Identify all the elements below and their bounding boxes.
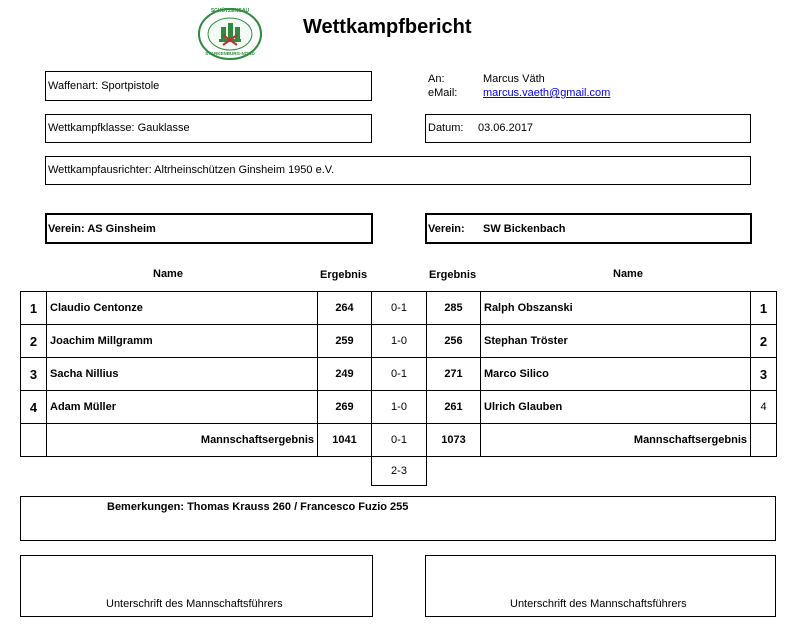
signature-right-label: Unterschrift des Mannschaftsführers bbox=[510, 598, 687, 610]
ausrichter-box bbox=[45, 156, 751, 185]
name-left-3: Sacha Nillius bbox=[46, 357, 318, 391]
name-left-2: Joachim Millgramm bbox=[46, 324, 318, 358]
ausrichter-label: Wettkampfausrichter: Altrheinschützen Ginsheim 1950 e.V. bbox=[48, 164, 335, 176]
name-right-4: Ulrich Glauben bbox=[480, 390, 751, 424]
name-left-1: Claudio Centonze bbox=[46, 291, 318, 325]
team-right-label: Verein: bbox=[428, 223, 465, 235]
rank-left-4: 4 bbox=[20, 390, 47, 424]
logo bbox=[197, 7, 263, 61]
wettkampfklasse-box bbox=[45, 114, 372, 143]
recipient-email-label: eMail: bbox=[428, 87, 458, 99]
rank-right-2: 2 bbox=[750, 324, 777, 358]
score-left-1: 264 bbox=[317, 291, 372, 325]
score-right-2: 256 bbox=[426, 324, 481, 358]
match-4: 1-0 bbox=[371, 390, 427, 424]
rank-right-3: 3 bbox=[750, 357, 777, 391]
team-left-box bbox=[45, 213, 373, 244]
waffenart-box bbox=[45, 71, 372, 101]
rank-left-1: 1 bbox=[20, 291, 47, 325]
remarks-box bbox=[20, 496, 776, 541]
score-right-1: 285 bbox=[426, 291, 481, 325]
recipient-an-label: An: bbox=[428, 73, 445, 85]
team-result-rank-right-empty bbox=[750, 423, 777, 457]
total-result: 2-3 bbox=[371, 456, 427, 486]
header-name-left: Name bbox=[153, 268, 183, 280]
wettkampfklasse-label: Wettkampfklasse: Gauklasse bbox=[48, 122, 190, 134]
team-result-label-left: Mannschaftsergebnis bbox=[46, 423, 318, 457]
header-name-right: Name bbox=[613, 268, 643, 280]
team-result-score-right: 1073 bbox=[426, 423, 481, 457]
score-left-2: 259 bbox=[317, 324, 372, 358]
rank-right-4: 4 bbox=[750, 390, 777, 424]
remarks-text: Bemerkungen: Thomas Krauss 260 / Francesco Fuzio 255 bbox=[107, 501, 409, 513]
team-result-score-left: 1041 bbox=[317, 423, 372, 457]
team-result-match: 0-1 bbox=[371, 423, 427, 457]
match-2: 1-0 bbox=[371, 324, 427, 358]
team-result-rank-left-empty bbox=[20, 423, 47, 457]
recipient-email-link[interactable]: marcus.vaeth@gmail.com bbox=[483, 87, 611, 99]
waffenart-label: Waffenart: Sportpistole bbox=[48, 80, 160, 92]
team-result-label-right: Mannschaftsergebnis bbox=[480, 423, 751, 457]
name-right-2: Stephan Tröster bbox=[480, 324, 751, 358]
page-title: Wettkampfbericht bbox=[303, 16, 472, 38]
team-right-name: SW Bickenbach bbox=[483, 223, 566, 235]
date-value: 03.06.2017 bbox=[478, 122, 534, 134]
date-label: Datum: bbox=[428, 122, 464, 134]
name-right-3: Marco Silico bbox=[480, 357, 751, 391]
score-right-3: 271 bbox=[426, 357, 481, 391]
signature-left-box bbox=[20, 555, 373, 617]
date-box bbox=[425, 114, 751, 143]
team-left-label: Verein: AS Ginsheim bbox=[48, 223, 156, 235]
name-left-4: Adam Müller bbox=[46, 390, 318, 424]
team-right-box bbox=[425, 213, 752, 244]
match-3: 0-1 bbox=[371, 357, 427, 391]
rank-left-3: 3 bbox=[20, 357, 47, 391]
rank-left-2: 2 bbox=[20, 324, 47, 358]
score-left-3: 249 bbox=[317, 357, 372, 391]
logo-text-bottom: STARKENBURG-NORD bbox=[205, 51, 255, 56]
header-ergebnis-left: Ergebnis bbox=[320, 269, 368, 281]
header-ergebnis-right: Ergebnis bbox=[429, 269, 477, 281]
score-right-4: 261 bbox=[426, 390, 481, 424]
signature-right-box bbox=[425, 555, 776, 617]
match-1: 0-1 bbox=[371, 291, 427, 325]
name-right-1: Ralph Obszanski bbox=[480, 291, 751, 325]
signature-left-label: Unterschrift des Mannschaftsführers bbox=[106, 598, 283, 610]
score-left-4: 269 bbox=[317, 390, 372, 424]
logo-text-top: SCHÜTZENGAU bbox=[210, 8, 250, 14]
rank-right-1: 1 bbox=[750, 291, 777, 325]
recipient-an-value: Marcus Väth bbox=[483, 73, 545, 85]
